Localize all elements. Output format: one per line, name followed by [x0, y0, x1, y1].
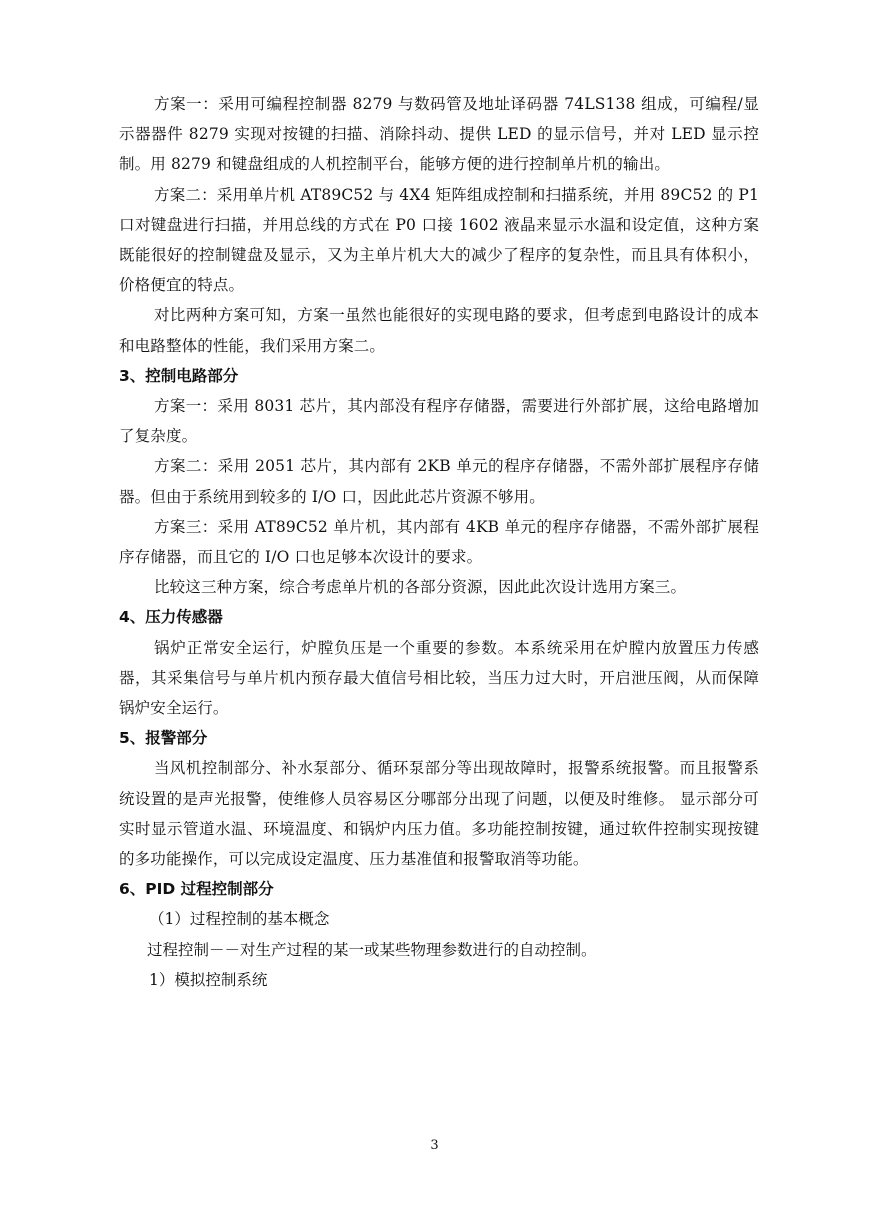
paragraph-sec5-text: 当风机控制部分、补水泵部分、循环泵部分等出现故障时，报警系统报警。而且报警系统设置的是声光报警，使维修人员容易区分哪部分出现了问题，以便及时维修。 显示部分可实时显示管道水温、环境温度、和锅炉内压力值。多功能控制按键，通过软件控制实现按键的多功能操作，可以完成设定温度、压力基准值和报警取消等功能。	[119, 759, 759, 869]
paragraph-sec3-plan3: 方案三：采用 AT89C52 单片机，其内部有 4KB 单元的程序存储器，不需外部扩展程序存储器，而且它的 I/O 口也足够本次设计的要求。	[119, 517, 759, 567]
section-heading-pid: 6、PID 过程控制部分	[119, 880, 274, 899]
section-heading-control-circuit: 3、控制电路部分	[119, 366, 239, 385]
section-heading-pressure-sensor: 4、压力传感器	[119, 608, 223, 627]
paragraph-sec4-text: 锅炉正常安全运行，炉膛负压是一个重要的参数。本系统采用在炉膛内放置压力传感器，其采集信号与单片机内预存最大值信号相比较，当压力过大时，开启泄压阀，从而保障锅炉安全运行。	[119, 638, 759, 718]
paragraph-plan1-display: 方案一：采用可编程控制器 8279 与数码管及地址译码器 74LS138 组成，可编程/显示器器件 8279 实现对按键的扫描、消除抖动、提供 LED 的显示信号，并对 LED 显示控制。用 8279 和键盘组成的人机控制平台，能够方便的进行控制单片机的输出。	[119, 95, 759, 174]
paragraph-sec3-compare: 比较这三种方案，综合考虑单片机的各部分资源，因此此次设计选用方案三。	[154, 578, 687, 597]
paragraph-plan2-display: 方案二：采用单片机 AT89C52 与 4X4 矩阵组成控制和扫描系统，并用 89C52 的 P1 口对键盘进行扫描，并用总线的方式在 P0 口接 1602 液晶来显示水温和设定值，这种方案既能很好的控制键盘及显示，又为主单片机大大的减少了程序的复杂性，而且具有体积小，价格便宜的特点。	[119, 185, 759, 295]
list-item-analog-control-system: 1）模拟控制系统	[149, 970, 268, 989]
paragraph-compare-display: 对比两种方案可知，方案一虽然也能很好的实现电路的要求，但考虑到电路设计的成本和电路整体的性能，我们采用方案二。	[119, 306, 759, 355]
paragraph-process-control-definition: 过程控制－－对生产过程的某一或某些物理参数进行的自动控制。	[147, 940, 597, 959]
paragraph-sec3-plan1: 方案一：采用 8031 芯片，其内部没有程序存储器，需要进行外部扩展，这给电路增加了复杂度。	[119, 397, 759, 446]
page-content	[119, 89, 759, 995]
paragraph-sec3-plan2: 方案二：采用 2051 芯片，其内部有 2KB 单元的程序存储器，不需外部扩展程序存储器。但由于系统用到较多的 I/O 口，因此此芯片资源不够用。	[119, 457, 759, 506]
section-heading-alarm: 5、报警部分	[119, 729, 208, 748]
subheading-process-control-concept: （1）过程控制的基本概念	[149, 910, 330, 929]
page-number: 3	[430, 1138, 439, 1153]
